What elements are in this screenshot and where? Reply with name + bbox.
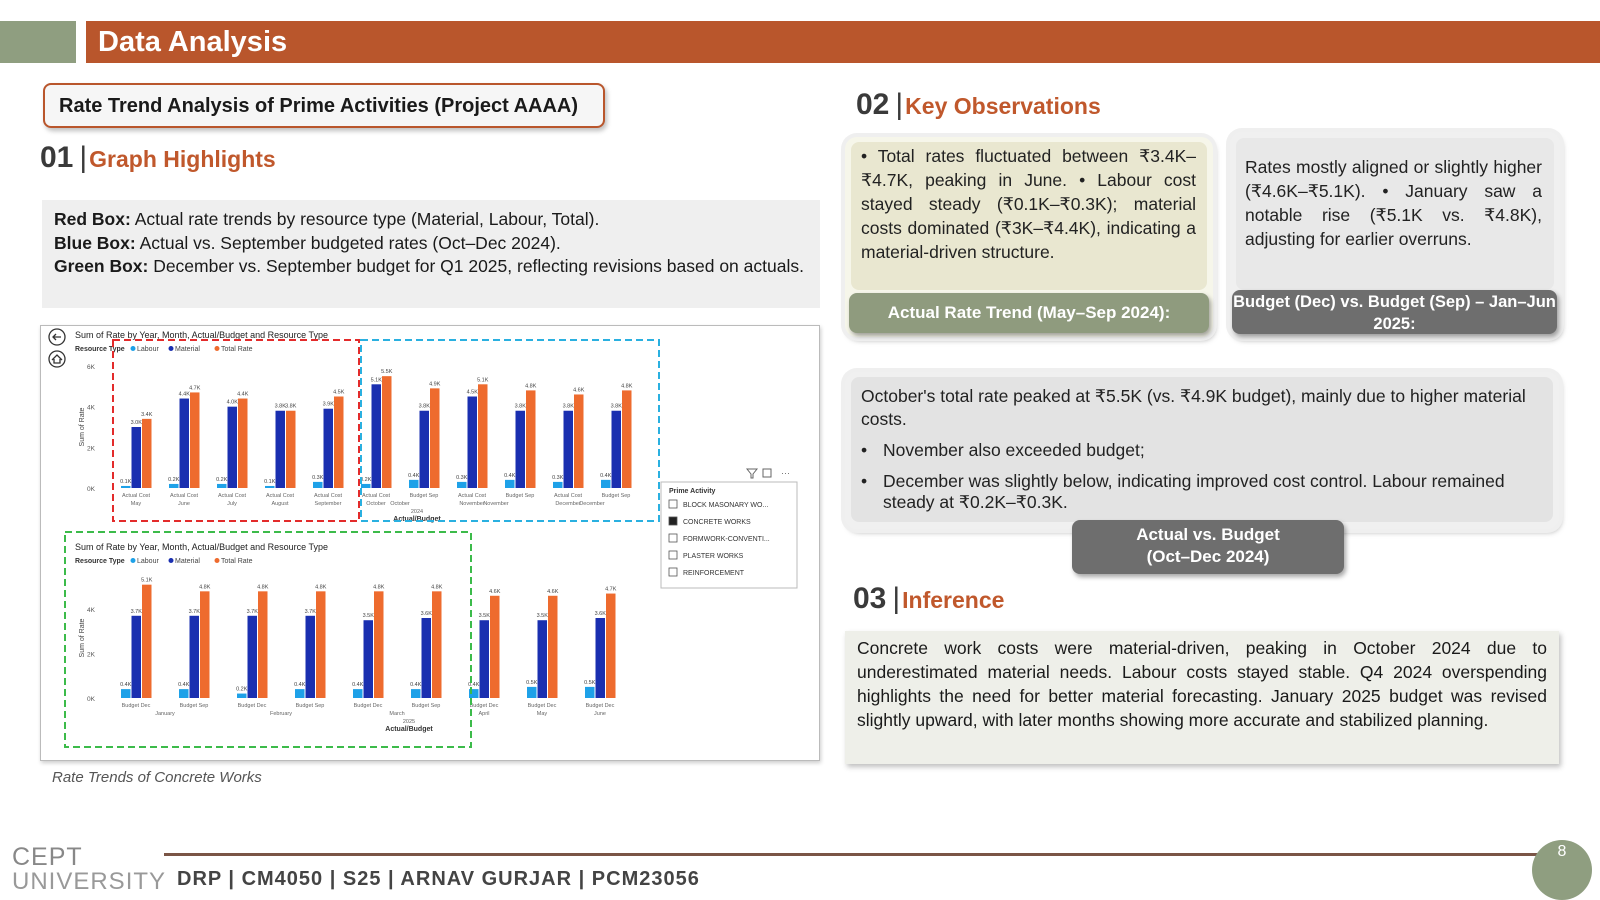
data-label: 3.7K: [188, 608, 200, 615]
slicer-item-label: CONCRETE WORKS: [683, 519, 751, 526]
bar-material: [564, 411, 574, 488]
bar-material: [596, 618, 606, 698]
data-label: 0.2K: [236, 686, 248, 693]
data-label: 4.8K: [199, 584, 211, 591]
data-label: 4.8K: [621, 383, 633, 390]
bar-labour: [601, 480, 611, 488]
x-tick-label: Actual Cost: [313, 493, 343, 499]
data-label: 4.9K: [429, 381, 441, 388]
data-label: 3.5K: [536, 613, 548, 620]
data-label: 4.8K: [431, 584, 443, 591]
observation-bullet: [861, 471, 1541, 513]
legend-marker: [215, 346, 220, 351]
x-tick-label: Budget Dec: [353, 703, 383, 709]
x-axis-label: Actual/Budget: [393, 516, 441, 523]
data-label: 4.5K: [333, 389, 345, 396]
section-number: 02: [856, 88, 890, 121]
x-month-label: June: [594, 711, 606, 717]
highlight-blue: [54, 232, 808, 256]
x-month-label: October: [390, 501, 410, 507]
rate-trend-charts: [41, 326, 821, 762]
inference-box: Concrete work costs were material-driven, peaking in October 2024 due to underestimated material needs. Labour costs stayed stable. Q4 2024 overspending highlights the need for better material forecasting. January 2025 budget was revised slightly upward, with later months showing more accurate and stabilized planning.: [845, 631, 1559, 764]
data-label: 0.3K: [312, 474, 324, 481]
observation-text-actual-trend: • Total rates fluctuated between ₹3.4K–₹4.7K, peaking in June. • Labour cost stayed steady (₹0.1K–₹0.3K); material costs dominated (₹3K–₹4.4K), indicating a material-driven structure.: [861, 146, 1196, 262]
bar-labour: [457, 482, 467, 488]
bar-material: [276, 411, 286, 488]
data-label: 0.4K: [410, 682, 422, 689]
data-label: 0.4K: [504, 472, 516, 479]
section-divider: |: [79, 141, 88, 174]
data-label: 3.7K: [130, 608, 142, 615]
x-month-label: November: [459, 501, 485, 507]
data-label: 4.6K: [547, 588, 559, 595]
section-heading-graph-highlights: [40, 141, 276, 175]
bullet-dot: •: [861, 471, 868, 491]
focus-mode-icon: [763, 469, 771, 477]
bar-material: [538, 620, 548, 698]
x-month-label: July: [227, 501, 237, 507]
header-bar: [86, 21, 1600, 63]
data-label: 3.6K: [420, 611, 432, 617]
bar-labour: [217, 484, 227, 488]
observation-label-actual-vs-budget: [1072, 520, 1344, 574]
data-label: 4.4K: [237, 391, 249, 398]
bar-labour: [353, 689, 363, 698]
x-month-label: June: [178, 501, 190, 507]
bar-total-rate: [374, 591, 384, 698]
bar-total-rate: [200, 591, 210, 698]
bar-total-rate: [316, 591, 326, 698]
highlight-red: [54, 208, 808, 232]
bar-labour: [313, 482, 323, 488]
legend-marker: [131, 558, 136, 563]
bar-labour: [265, 486, 275, 488]
section-title: Inference: [902, 587, 1005, 613]
bar-material: [480, 620, 490, 698]
y-tick-label: 0K: [87, 486, 95, 493]
x-month-label: January: [155, 711, 175, 717]
x-month-label: May: [536, 711, 548, 717]
x-tick-label: Budget Sep: [409, 493, 439, 499]
bar-material: [228, 407, 238, 488]
x-month-label: March: [389, 711, 405, 717]
bullet-dot: •: [861, 440, 868, 460]
bar-material: [612, 411, 622, 488]
bar-material: [422, 618, 432, 698]
data-label: 0.3K: [456, 474, 468, 481]
data-label: 4.8K: [315, 584, 327, 591]
x-month-label: May: [130, 501, 142, 507]
highlight-label: Blue Box:: [54, 232, 136, 253]
data-label: 0.3K: [552, 474, 564, 481]
data-label: 3.0K: [130, 420, 142, 426]
section-heading-inference: [853, 582, 1004, 616]
x-tick-label: Actual Cost: [121, 493, 151, 499]
university-logo-bottom: UNIVERSITY: [12, 868, 167, 895]
data-label: 4.6K: [573, 387, 585, 394]
x-year-label: 2025: [402, 719, 416, 725]
bar-total-rate: [526, 390, 536, 488]
y-tick-label: 6K: [87, 364, 95, 371]
bar-total-rate: [490, 596, 500, 698]
data-label: 4.8K: [373, 584, 385, 591]
data-label: 3.8K: [514, 403, 526, 410]
x-tick-label: Actual Cost: [553, 493, 583, 499]
chart-title: Sum of Rate by Year, Month, Actual/Budget and Resource Type: [75, 542, 328, 552]
data-label: 4.4K: [178, 391, 190, 398]
legend-label: Material: [175, 346, 200, 353]
chart-screenshot-frame: [40, 325, 820, 761]
bar-total-rate: [286, 411, 296, 488]
bar-material: [190, 616, 200, 698]
legend-marker: [169, 558, 174, 563]
data-label: 5.1K: [141, 577, 153, 584]
home-icon: [49, 351, 65, 367]
data-label: 0.2K: [360, 476, 372, 483]
data-label: 0.5K: [526, 679, 538, 686]
y-axis-label: Sum of Rate: [79, 618, 86, 658]
bar-labour: [553, 482, 563, 488]
bar-total-rate: [142, 419, 152, 488]
x-month-label: August: [271, 501, 289, 507]
highlight-label: Green Box:: [54, 256, 149, 276]
y-tick-label: 2K: [87, 651, 95, 659]
x-tick-label: Actual Cost: [217, 493, 247, 499]
observation-label-actual-trend: Actual Rate Trend (May–Sep 2024):: [849, 293, 1209, 333]
footer-line: [164, 853, 1544, 856]
data-label: 3.7K: [246, 608, 258, 615]
footer-text: DRP | CM4050 | S25 | ARNAV GURJAR | PCM23056: [177, 868, 700, 890]
legend-label: Labour: [137, 346, 159, 353]
x-tick-label: Budget Dec: [237, 703, 267, 709]
slicer-checkbox: [669, 551, 677, 559]
bar-labour: [361, 484, 371, 488]
bar-labour: [527, 687, 537, 698]
data-label: 0.5K: [584, 679, 596, 686]
legend-label: Total Rate: [221, 346, 253, 353]
bar-total-rate: [478, 384, 488, 488]
x-tick-label: Budget Dec: [585, 703, 615, 709]
legend-marker: [131, 346, 136, 351]
data-label: 5.5K: [381, 369, 393, 376]
page-number: 8: [1557, 843, 1567, 860]
observation-bullet: [861, 439, 1541, 462]
bar-material: [324, 409, 334, 488]
green-highlight-box: [65, 532, 471, 747]
section-number: 01: [40, 141, 74, 174]
bar-labour: [121, 486, 131, 488]
bar-total-rate: [334, 397, 344, 489]
data-label: 3.7K: [304, 608, 316, 615]
section-divider: |: [892, 582, 901, 615]
data-label: 0.4K: [294, 682, 306, 689]
chart-caption: Rate Trends of Concrete Works: [52, 769, 262, 786]
bar-material: [372, 384, 382, 488]
x-axis-label: Actual/Budget: [385, 726, 433, 733]
chart-title: Sum of Rate by Year, Month, Actual/Budget and Resource Type: [75, 330, 328, 340]
bar-labour: [411, 689, 421, 698]
data-label: 0.4K: [600, 472, 612, 479]
observation-label-budget-comparison: Budget (Dec) vs. Budget (Sep) – Jan–Jun 2025:: [1232, 290, 1557, 334]
bar-material: [132, 427, 142, 488]
university-logo-top: CEPT: [12, 843, 83, 871]
x-tick-label: Budget Dec: [469, 703, 499, 709]
bar-labour: [169, 484, 179, 488]
chart-title-text: Rate Trend Analysis of Prime Activities (Project AAAA): [59, 95, 579, 117]
highlight-green: [54, 255, 808, 279]
bar-material: [180, 399, 190, 488]
x-tick-label: Budget Sep: [295, 703, 325, 709]
data-label: 4.7K: [189, 385, 201, 392]
chart-title-box: [43, 83, 605, 128]
data-label: 4.8K: [525, 383, 537, 390]
slicer-checkbox: [669, 500, 677, 508]
x-year-label: 2024: [410, 509, 424, 515]
highlight-label: Red Box:: [54, 209, 131, 229]
highlight-text: December vs. September budget for Q1 2025, reflecting revisions based on actuals.: [148, 256, 804, 276]
bar-labour: [121, 689, 131, 698]
bar-total-rate: [258, 591, 268, 698]
y-tick-label: 0K: [87, 696, 95, 703]
data-label: 0.1K: [120, 478, 132, 485]
filter-icon: [747, 469, 757, 478]
bar-labour: [179, 689, 189, 698]
data-label: 3.5K: [362, 613, 374, 620]
header-accent-block: [0, 21, 76, 63]
x-month-label: December: [579, 501, 605, 507]
page-number-badge: [1532, 840, 1592, 900]
data-label: 3.5K: [478, 613, 490, 620]
x-tick-label: Actual Cost: [265, 493, 295, 499]
data-label: 3.8K: [285, 403, 297, 410]
x-month-label: February: [269, 711, 293, 717]
graph-highlights-box: [42, 200, 820, 308]
y-tick-label: 4K: [87, 607, 95, 615]
slicer-checkbox: [669, 568, 677, 576]
data-label: 4.6K: [489, 588, 501, 595]
bullet-text: November also exceeded budget;: [883, 440, 1145, 460]
bar-labour: [585, 687, 595, 698]
x-month-label: April: [478, 711, 490, 717]
highlight-text: Actual vs. September budgeted rates (Oct–Dec 2024).: [135, 232, 561, 253]
x-tick-label: Actual Cost: [361, 493, 391, 499]
x-tick-label: Budget Dec: [527, 703, 557, 709]
bar-total-rate: [190, 392, 200, 488]
bar-total-rate: [430, 388, 440, 488]
data-label: 3.6K: [594, 611, 606, 617]
data-label: 3.9K: [322, 401, 334, 408]
bar-material: [306, 616, 316, 698]
bar-total-rate: [606, 594, 616, 698]
x-tick-label: Budget Dec: [121, 703, 151, 709]
page-title: Data Analysis: [98, 26, 288, 58]
bar-labour: [409, 480, 419, 488]
slicer-item-label: PLASTER WORKS: [683, 553, 744, 560]
data-label: 0.4K: [120, 682, 132, 689]
data-label: 3.8K: [274, 403, 286, 410]
bar-total-rate: [548, 596, 558, 698]
data-label: 0.1K: [264, 478, 276, 485]
bar-labour: [295, 689, 305, 698]
observation-text-actual-vs-budget: [861, 385, 1541, 513]
y-axis-label: Sum of Rate: [79, 407, 86, 447]
section-number: 03: [853, 582, 887, 615]
slicer-item-label: FORMWORK-CONVENTI...: [683, 536, 770, 543]
legend-title: Resource Type: [75, 558, 125, 565]
bar-total-rate: [382, 376, 392, 488]
bar-material: [132, 616, 142, 698]
legend-label: Total Rate: [221, 558, 253, 565]
bar-material: [468, 397, 478, 489]
section-heading-key-observations: [856, 88, 1101, 122]
observation-lead: October's total rate peaked at ₹5.5K (vs. ₹4.9K budget), mainly due to higher material costs.: [861, 386, 1526, 429]
data-label: 0.4K: [468, 682, 480, 689]
slicer-checkbox: [669, 534, 677, 542]
slicer-item-label: BLOCK MASONARY WO...: [683, 502, 769, 509]
label-line: (Oct–Dec 2024): [1146, 547, 1270, 566]
slicer-title: Prime Activity: [669, 488, 716, 495]
x-tick-label: Budget Sep: [505, 493, 535, 499]
data-label: 4.7K: [605, 586, 617, 593]
bar-labour: [237, 694, 247, 698]
bar-total-rate: [574, 394, 584, 488]
more-options-icon: ···: [781, 468, 790, 478]
data-label: 4.5K: [466, 389, 478, 396]
bar-material: [248, 616, 258, 698]
x-tick-label: Budget Sep: [601, 493, 631, 499]
x-tick-label: Budget Sep: [411, 703, 441, 709]
bar-labour: [505, 480, 515, 488]
data-label: 4.0K: [226, 399, 238, 406]
section-title: Key Observations: [905, 93, 1101, 119]
x-month-label: September: [314, 501, 342, 507]
data-label: 0.4K: [352, 682, 364, 689]
data-label: 5.1K: [477, 377, 489, 384]
data-label: 3.4K: [141, 411, 153, 418]
legend-label: Material: [175, 558, 200, 565]
bar-material: [420, 411, 430, 488]
bullet-text: December was slightly below, indicating improved cost control. Labour remained steady at ₹0.2K–₹0.3K.: [883, 471, 1505, 512]
bar-material: [516, 411, 526, 488]
data-label: 4.8K: [257, 584, 269, 591]
bar-material: [364, 620, 374, 698]
x-tick-label: Actual Cost: [169, 493, 199, 499]
data-label: 0.2K: [168, 476, 180, 483]
y-tick-label: 2K: [87, 445, 95, 453]
legend-label: Labour: [137, 558, 159, 565]
data-label: 3.8K: [418, 403, 430, 410]
x-tick-label: Budget Sep: [179, 703, 209, 709]
data-label: 3.8K: [610, 403, 622, 410]
data-label: 0.2K: [216, 476, 228, 483]
slicer-item-label: REINFORCEMENT: [683, 570, 745, 577]
section-title: Graph Highlights: [89, 146, 276, 172]
legend-title: Resource Type: [75, 346, 125, 353]
bar-total-rate: [238, 399, 248, 488]
data-label: 0.4K: [178, 682, 190, 689]
x-month-label: December: [555, 501, 581, 507]
data-label: 5.1K: [370, 377, 382, 384]
bar-total-rate: [622, 390, 632, 488]
label-line: Actual vs. Budget: [1136, 525, 1280, 544]
x-month-label: October: [366, 501, 386, 507]
bar-total-rate: [432, 591, 442, 698]
data-label: 0.4K: [408, 472, 420, 479]
y-tick-label: 4K: [87, 404, 95, 412]
slicer-checkbox-checked: [669, 517, 677, 525]
x-tick-label: Actual Cost: [457, 493, 487, 499]
legend-marker: [215, 558, 220, 563]
legend-marker: [169, 346, 174, 351]
x-month-label: November: [483, 501, 509, 507]
data-label: 3.8K: [562, 403, 574, 410]
highlight-text: Actual rate trends by resource type (Material, Labour, Total).: [130, 209, 600, 229]
bar-total-rate: [142, 585, 152, 698]
observation-text-budget-comparison: Rates mostly aligned or slightly higher (₹4.6K–₹5.1K). • January saw a notable rise (₹5.1K vs. ₹4.8K), adjusting for earlier overruns.: [1245, 157, 1542, 249]
section-divider: |: [895, 88, 904, 121]
